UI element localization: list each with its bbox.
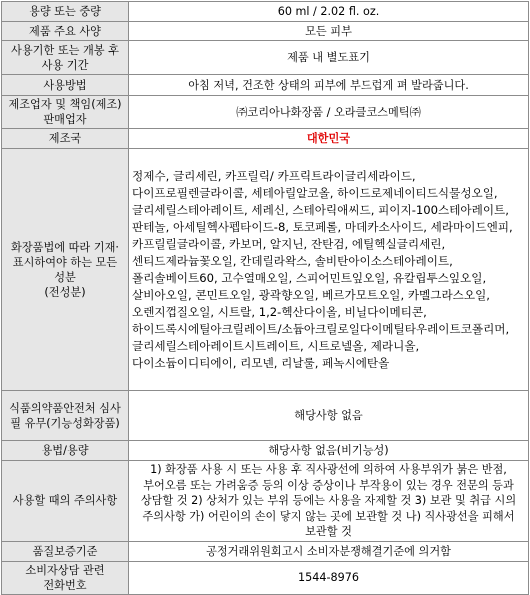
row-label-ingredients: 화장품법에 따라 기재·표시하여야 하는 모든 성분 (전성분) [2, 149, 129, 391]
row-label-usage: 사용방법 [2, 75, 129, 96]
row-value-origin: 대한민국 [129, 129, 529, 149]
row-label-capacity: 용량 또는 중량 [2, 2, 129, 22]
row-label-quality: 품질보증기준 [2, 541, 129, 561]
table-row [2, 96, 529, 129]
table-row [2, 391, 529, 441]
row-label-dosage: 용법/용량 [2, 441, 129, 461]
row-value-ingredients: 정제수, 글리세린, 카프릴릭/ 카프릭트라이글리세라이드, 다이프로필렌글라이콜, 세테아릴알코올, 하이드로제네이티드식물성오일, 글리세릴스테아레이트, 세레신, 스테아릭애씨드, 피이지-100스테아레이트, 판테놀, 아세틸헥사펩타이드-8, 토코페롤, 마데카소사이드, 세라마이드엔피, 카프릴릴글라이콜, 카보머, 알지닌, 잔탄검, 에틸헥실글리세린, 센티드제라늄꽃오일, 칸데릴라왁스, 솔비탄아이소스테아레이트, 폴리솔베이트60, 고수열매오일, 스피어민트잎오일, 유칼립투스잎오일, 살비아오일, 콘민트오일, 광곽향오일, 베르가모트오일, 카멜그라스오일, 오렌지껍질오일, 시트랄, 1,2-헥산다이올, 비닐다이메티콘, 하이드록시에틸아크릴레이트/소듐아크릴로일다이메틸타우레이트코폴리머, 글리세릴스테아레이트시트레이트, 시트로넬올, 제라니올, 다이소듐이디티에이, 리모넨, 리날룰, 페녹시에탄올 [129, 149, 529, 391]
table-row [2, 2, 529, 22]
row-value-precautions: 1) 화장품 사용 시 또는 사용 후 직사광선에 의하여 사용부위가 붉은 반점, 부어오름 또는 가려움증 등의 이상 증상이나 부작용이 있는 경우 전문의 등과 상담할 것 2) 상처가 있는 부위 등에는 사용을 자제할 것 3) 보관 및 취급 시의 주의사항 가) 어린이의 손이 닿지 않는 곳에 보관할 것 나) 직사광선을 피해서 보관할 것 [129, 461, 529, 542]
table-row [2, 129, 529, 149]
table-row [2, 461, 529, 542]
row-value-expiry: 제품 내 별도표기 [129, 41, 529, 75]
row-value-spec: 모든 피부 [129, 22, 529, 41]
row-label-mfds-review: 식품의약품안전처 심사 필 유무(기능성화장품) [2, 391, 129, 441]
table-row [2, 441, 529, 461]
row-label-phone: 소비자상담 관련 전화번호 [2, 561, 129, 594]
row-label-expiry: 사용기한 또는 개봉 후 사용 기간 [2, 41, 129, 75]
table-row [2, 541, 529, 561]
table-row [2, 149, 529, 391]
row-label-origin: 제조국 [2, 129, 129, 149]
table-row [2, 41, 529, 75]
table-row [2, 75, 529, 96]
product-info-table [1, 1, 529, 595]
row-value-usage: 아침 저녁, 건조한 상태의 피부에 부드럽게 펴 발라줍니다. [129, 75, 529, 96]
row-value-manufacturer: ㈜코리아나화장품 / 오라클코스메틱㈜ [129, 96, 529, 129]
table-row [2, 22, 529, 41]
row-value-phone: 1544-8976 [129, 561, 529, 594]
row-value-dosage: 해당사항 없음(비기능성) [129, 441, 529, 461]
row-value-quality: 공정거래위원회고시 소비자분쟁해결기준에 의거함 [129, 541, 529, 561]
row-label-precautions: 사용할 때의 주의사항 [2, 461, 129, 542]
table-row [2, 561, 529, 594]
row-value-mfds-review: 해당사항 없음 [129, 391, 529, 441]
row-value-capacity: 60 ml / 2.02 fl. oz. [129, 2, 529, 22]
row-label-spec: 제품 주요 사양 [2, 22, 129, 41]
row-label-manufacturer: 제조업자 및 책임(제조)판매업자 [2, 96, 129, 129]
